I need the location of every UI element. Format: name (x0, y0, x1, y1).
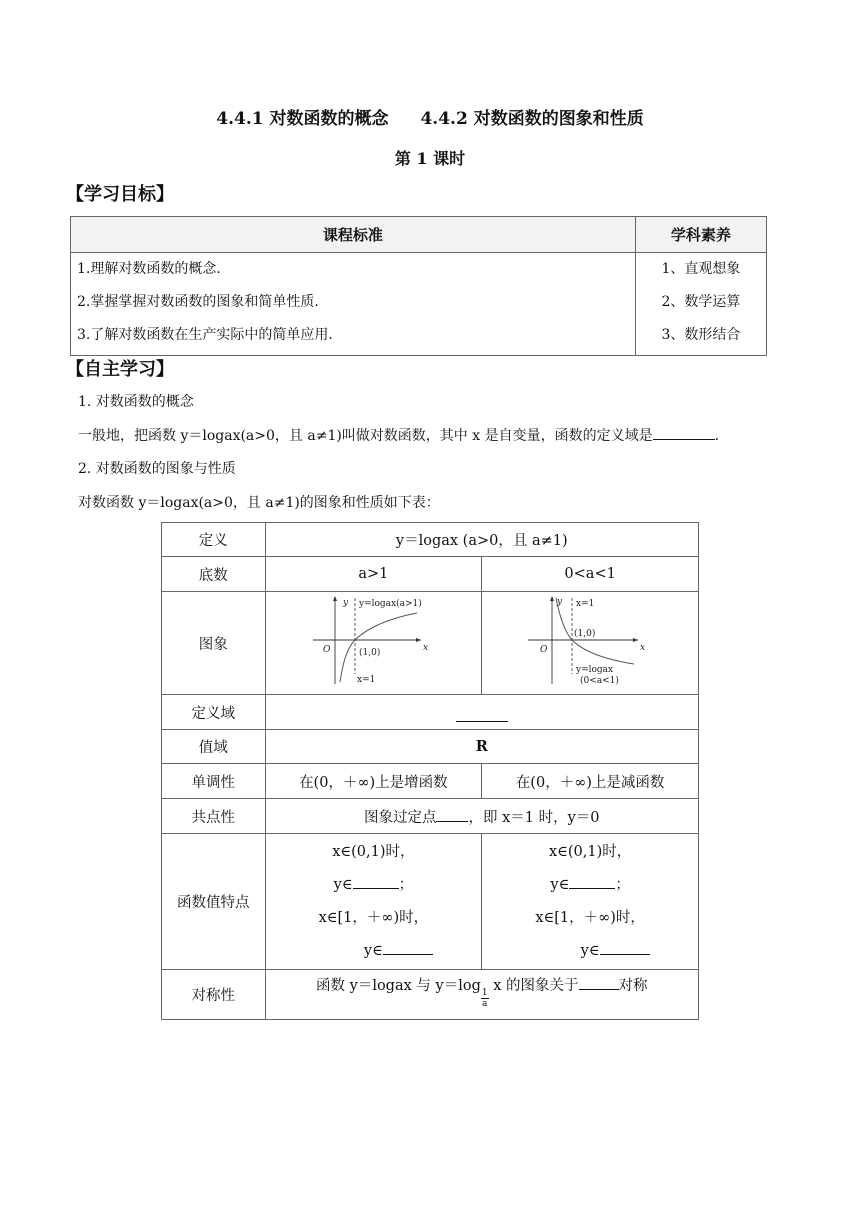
literacy-item: 3、数形结合 (661, 327, 741, 343)
row-label-fixed-point: 共点性 (162, 799, 266, 834)
row-label-definition: 定义 (162, 523, 266, 557)
y-axis-arrow (550, 596, 554, 601)
symmetry-post: 对称 (618, 978, 648, 994)
base-right: 0<a<1 (482, 557, 699, 592)
log-graph-a-gt-1 (273, 592, 473, 690)
item2-title: 2. 对数函数的图象与性质 (78, 461, 236, 477)
monotonic-right: 在(0，＋∞)上是减函数 (482, 764, 699, 799)
values-right-line-2 (482, 869, 698, 902)
fraction-numerator: 1 (481, 988, 488, 998)
values-right-line-1: x∈(0,1)时， (548, 843, 632, 860)
values-left-line-3: x∈[1，＋∞)时， (318, 909, 429, 926)
curve-label-2: (0<a<1) (580, 676, 620, 686)
literacy-cell (635, 253, 766, 356)
values-left-y-label-2: y∈ (363, 942, 383, 959)
values-left-line-2 (266, 869, 482, 902)
row-label-graph: 图象 (162, 592, 266, 695)
title-part-1: 4.4.1 对数函数的概念 (216, 109, 389, 129)
values-left-line-1: x∈(0,1)时， (332, 843, 415, 860)
standards-cell (71, 253, 636, 356)
x-axis-arrow (416, 638, 421, 642)
curve-label: y=logax (576, 665, 614, 675)
x-axis-arrow (633, 638, 638, 642)
fixed-point-pre: 图象过定点 (363, 809, 437, 826)
page-subtitle: 第 1 课时 (394, 149, 466, 168)
item1-end: . (714, 428, 720, 444)
standard-item: 2.掌握掌握对数函数的图象和简单性质. (77, 294, 319, 310)
symmetry-subscript-fraction (481, 988, 489, 1009)
x-label: x (640, 643, 646, 653)
values-right-blank-1[interactable] (569, 874, 615, 889)
values-right-y-label: y∈ (550, 876, 570, 893)
values-right-y-label-2: y∈ (580, 942, 600, 959)
row-label-monotonic: 单调性 (162, 764, 266, 799)
origin-label: O (540, 645, 548, 655)
range-value: R (265, 730, 698, 764)
domain-blank[interactable] (653, 425, 715, 440)
symmetry-blank[interactable] (579, 975, 619, 990)
goals-table (70, 216, 767, 356)
log-graph-a-lt-1 (490, 592, 690, 690)
line-label: x=1 (576, 599, 595, 609)
values-right-line-3: x∈[1，＋∞)时， (535, 909, 645, 926)
literacy-item: 1、直观想象 (661, 261, 741, 277)
fixed-point-blank[interactable] (436, 807, 468, 822)
monotonic-left: 在(0，＋∞)上是增函数 (265, 764, 482, 799)
definition-value: y＝logax (a>0，且 a≠1) (265, 523, 698, 557)
values-left-y-label: y∈ (333, 876, 353, 893)
values-left-line-4 (266, 935, 482, 968)
symmetry-mid: x 的图象关于 (488, 978, 579, 994)
y-axis-arrow (333, 596, 337, 601)
fraction-denominator: a (482, 999, 488, 1009)
values-right-blank-2[interactable] (600, 940, 650, 955)
item1-paragraph (78, 425, 719, 445)
literacy-item: 2、数学运算 (661, 294, 741, 310)
symmetry-value (265, 970, 698, 1020)
values-left-blank-2[interactable] (383, 940, 433, 955)
fixed-point-post: ，即 x＝1 时，y＝0 (468, 809, 600, 826)
row-label-domain: 定义域 (162, 695, 266, 730)
domain-value (265, 695, 698, 730)
page-title (0, 104, 860, 129)
row-label-base: 底数 (162, 557, 266, 592)
y-label: y (343, 598, 349, 608)
properties-table (161, 522, 699, 1020)
curve-label: y=logax(a>1) (359, 599, 423, 609)
col-header-literacy: 学科素养 (635, 217, 766, 253)
row-label-values: 函数值特点 (162, 834, 266, 970)
line-label: x=1 (357, 675, 376, 685)
base-left: a>1 (265, 557, 482, 592)
graph-increasing (265, 592, 482, 695)
symmetry-pre: 函数 y＝logax 与 y＝log (316, 978, 481, 994)
standard-item: 1.理解对数函数的概念. (77, 261, 221, 277)
section-heading-goals: 【学习目标】 (66, 184, 174, 205)
point-label: (1,0) (359, 648, 381, 658)
item1-title: 1. 对数函数的概念 (78, 394, 194, 410)
x-label: x (423, 643, 429, 653)
values-left-blank-1[interactable] (353, 874, 399, 889)
graph-decreasing (482, 592, 699, 695)
section-heading-self-study: 【自主学习】 (66, 359, 174, 380)
row-label-range: 值域 (162, 730, 266, 764)
row-label-symmetry: 对称性 (162, 970, 266, 1020)
col-header-standard: 课程标准 (71, 217, 636, 253)
domain-answer-blank[interactable] (456, 707, 508, 722)
fixed-point-value (265, 799, 698, 834)
point-label: (1,0) (574, 629, 596, 639)
values-left (265, 834, 482, 970)
values-right (482, 834, 699, 970)
y-label: y (557, 597, 563, 607)
standard-item: 3.了解对数函数在生产实际中的简单应用. (77, 327, 333, 343)
values-right-line-4 (482, 935, 698, 968)
semicolon: ； (398, 876, 414, 893)
title-part-2: 4.4.2 对数函数的图象和性质 (420, 109, 644, 129)
item1-text: 一般地，把函数 y＝logax(a>0，且 a≠1)叫做对数函数，其中 x 是自变量，函数的定义域是 (78, 428, 653, 444)
item2-paragraph: 对数函数 y＝logax(a>0，且 a≠1)的图象和性质如下表： (78, 495, 440, 511)
origin-label: O (323, 645, 331, 655)
semicolon: ； (615, 876, 630, 893)
